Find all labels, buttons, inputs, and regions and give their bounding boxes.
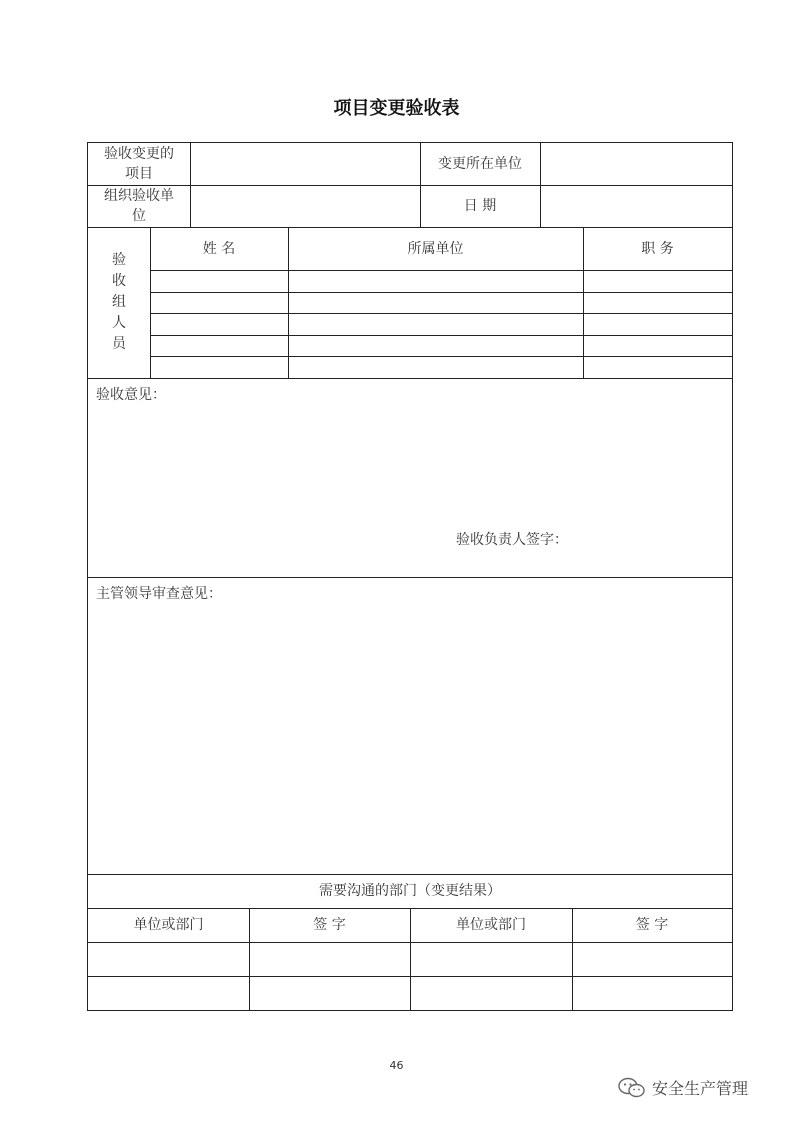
row-divider (150, 292, 732, 293)
form-title: 项目变更验收表 (333, 98, 460, 119)
row-divider (150, 356, 732, 357)
review-label: 主管领导审查意见： (96, 586, 222, 602)
dept-column-header-signature: 签 字 (635, 917, 669, 933)
watermark-text: 安全生产管理 (652, 1079, 749, 1098)
row-divider (150, 335, 732, 336)
row-divider (150, 270, 732, 271)
signature-label: 验收负责人签字： (456, 532, 568, 548)
column-header-position: 职 务 (641, 240, 674, 257)
opinion-label: 验收意见： (96, 387, 166, 403)
dept-column-header-unit: 单位或部门 (133, 917, 204, 933)
unit-value-field[interactable] (540, 143, 732, 185)
date-value-field[interactable] (540, 185, 732, 227)
watermark (618, 1076, 748, 1099)
wechat-icon (618, 1077, 646, 1099)
unit-label: 变更所在单位 (438, 156, 522, 172)
org-label: 组织验收单 位 (104, 188, 174, 224)
date-label: 日 期 (463, 198, 497, 214)
dept-column-header-signature: 签 字 (313, 917, 346, 933)
org-value-field[interactable] (190, 185, 420, 227)
column-header-unit: 所属单位 (407, 240, 464, 257)
team-side-label-cell (88, 227, 150, 378)
dept-heading: 需要沟通的部门（变更结果） (319, 883, 501, 899)
project-label: 验收变更的 项目 (104, 146, 174, 182)
row-divider (88, 577, 732, 578)
dept-column-header-unit: 单位或部门 (456, 917, 526, 933)
project-value-field[interactable] (190, 143, 420, 185)
row-divider (150, 313, 732, 314)
acceptance-form-table (87, 142, 733, 1011)
page-number: 46 (389, 1059, 404, 1072)
team-side-label: 验收组人员 (112, 252, 126, 352)
row-divider (88, 378, 732, 379)
column-header-name: 姓 名 (202, 240, 236, 257)
